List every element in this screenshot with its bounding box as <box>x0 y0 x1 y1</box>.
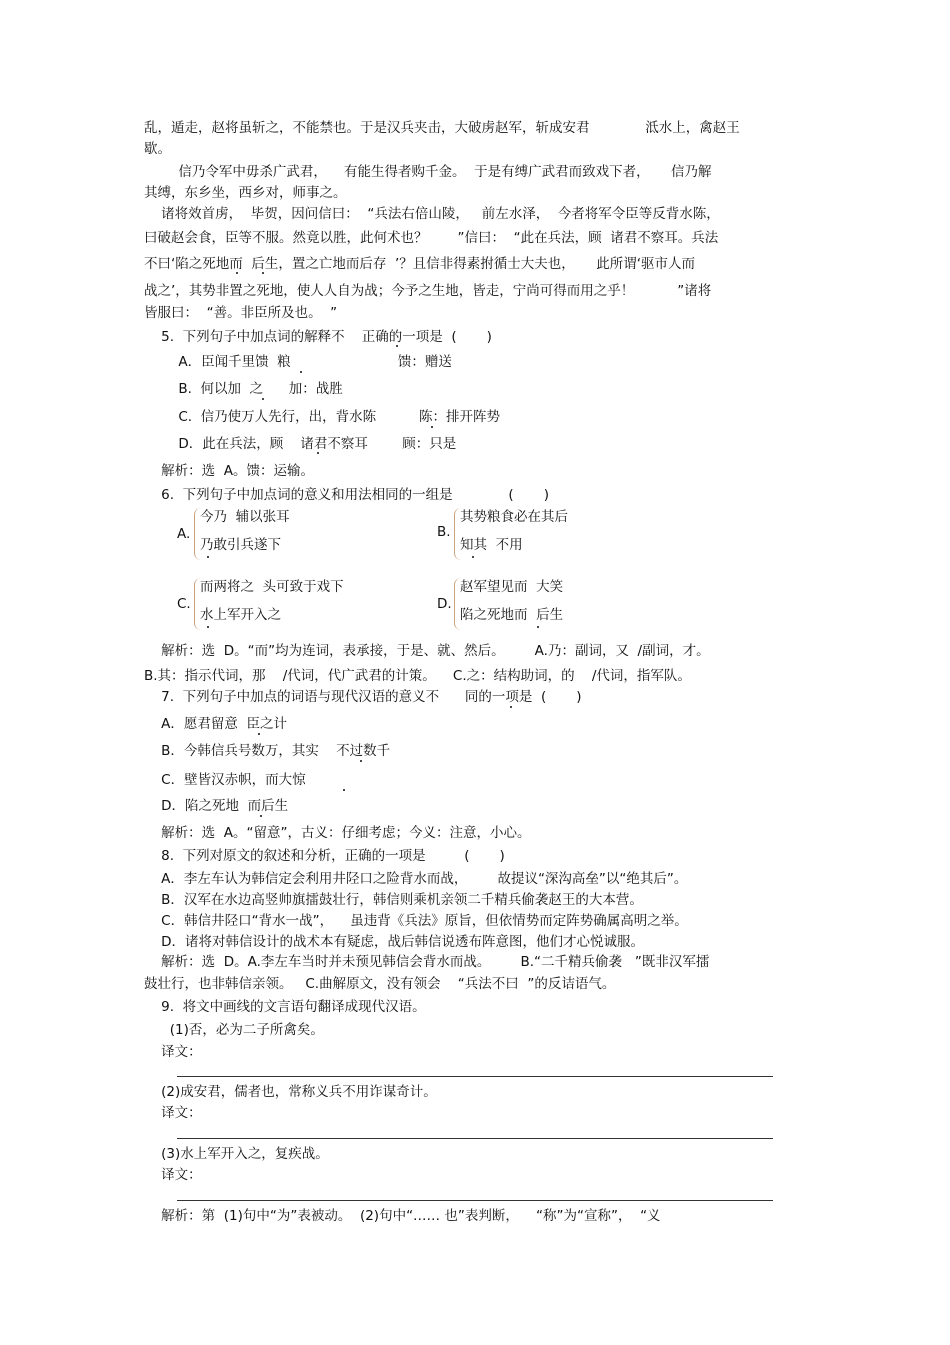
answer-blank <box>177 1138 773 1139</box>
emphasis-dot <box>300 371 302 373</box>
translation-label: 译文： <box>144 1105 202 1121</box>
q5-option-d: D．此在兵法，顾 诸君不察耳 顾：只是 <box>144 436 457 452</box>
emphasis-dot <box>262 272 264 274</box>
text-line: 其缚，东乡坐，西乡对，师事之。 <box>144 185 347 201</box>
q6-analysis: 解析：选 D。“而”均为连词，表承接，于是、就、然后。 A.乃：副词，又 /副词，才。 <box>144 643 710 659</box>
emphasis-dot <box>262 398 264 400</box>
text-line: 诸将效首虏， 毕贺，因问信曰： “兵法右倍山陵， 前左水泽， 今者将军令臣等反背水陈， <box>144 206 720 222</box>
q6-option-label: D. <box>437 596 452 612</box>
emphasis-dot <box>360 760 362 762</box>
q9-item-2: (2)成安君，儒者也，常称义兵不用诈谋奇计。 <box>144 1084 437 1100</box>
q6-option-second: 陷之死地而 后生 <box>460 607 564 623</box>
text-line: 不曰‘陷之死地而 后生，置之亡地而后存 ’？且信非得素拊循士大夫也， 此所谓‘驱市人而 <box>144 256 695 272</box>
q6-option-label: A. <box>177 526 191 542</box>
q6-option-label: C. <box>177 596 191 612</box>
emphasis-dot <box>207 626 209 628</box>
emphasis-dot <box>396 345 398 347</box>
q7-analysis: 解析：选 A。“留意”，古义：仔细考虑；今义：注意，小心。 <box>144 825 531 841</box>
q6-option-label: B. <box>437 524 451 540</box>
emphasis-dot <box>260 815 262 817</box>
q6-option-first: 其势粮食必在其后 <box>460 509 568 525</box>
q6-option-first: 今乃 辅以张耳 <box>200 509 290 525</box>
text-line: 曰破赵会食，臣等不服。然竟以胜，此何术也？ ”信曰： “此在兵法，顾 诸君不察耳。兵法 <box>144 230 719 246</box>
q6-analysis: B.其：指示代词，那 /代词，代广武君的计策。 C.之：结构助词，的 /代词，指军队。 <box>144 668 691 684</box>
q8-analysis: 解析：选 D。A.李左车当时并未预见韩信会背水而战。 B.“二千精兵偷袭 ”既非汉军擂 <box>144 954 710 970</box>
translation-label: 译文： <box>144 1044 202 1060</box>
q9-item-1: (1)否，必为二子所禽矣。 <box>144 1022 324 1038</box>
emphasis-dot <box>537 626 539 628</box>
text-line: 战之’，其势非置之死地，使人人自为战；今予之生地，皆走，宁尚可得而用之乎！ ”诸将 <box>144 283 712 299</box>
question-6: 6. 下列句子中加点词的意义和用法相同的一组是 ( ) <box>144 487 549 503</box>
q6-option-second: 知其 不用 <box>460 537 523 553</box>
translation-label: 译文： <box>144 1167 202 1183</box>
q8-option-c: C．韩信井陉口“背水一战”， 虽违背《兵法》原旨，但依情势而定阵势确属高明之举。 <box>144 913 688 929</box>
q8-analysis: 鼓壮行，也非韩信亲领。 C.曲解原文，没有领会 “兵法不曰 ”的反诘语气。 <box>144 976 616 992</box>
text-line: 歇。 <box>144 141 171 157</box>
emphasis-dot <box>510 706 512 708</box>
emphasis-dot <box>472 556 474 558</box>
q5-option-a: A．臣闻千里馈 粮 馈：赠送 <box>144 354 452 370</box>
q8-option-d: D．诸将对韩信设计的战术本有疑虑，战后韩信说透布阵意图，他们才心悦诚服。 <box>144 934 645 950</box>
emphasis-dot <box>317 452 319 454</box>
q7-option-a: A．愿君留意 臣之计 <box>144 716 287 732</box>
q7-option-c: C．壁皆汉赤帜，而大惊 <box>144 772 306 788</box>
emphasis-dot <box>236 272 238 274</box>
q5-option-b: B. 何以加 之 加：战胜 <box>144 381 343 397</box>
q6-option-second: 水上军开入之 <box>200 607 281 623</box>
answer-blank <box>177 1076 773 1077</box>
q9-item-3: (3)水上军开入之，复疾战。 <box>144 1146 329 1162</box>
text-line: 信乃令军中毋杀广武君， 有能生得者购千金。 于是有缚广武君而致戏下者， 信乃解 <box>144 164 712 180</box>
q8-option-b: B．汉军在水边高竖帅旗擂鼓壮行，韩信则乘机亲领二千精兵偷袭赵王的大本营。 <box>144 892 643 908</box>
emphasis-dot <box>431 426 433 428</box>
q8-option-a: A．李左车认为韩信定会利用井陉口之险背水而战， 故提议“深沟高垒”以“绝其后”。 <box>144 871 688 887</box>
emphasis-dot <box>207 556 209 558</box>
q7-option-d: D．陷之死地 而后生 <box>144 798 289 814</box>
question-5: 5. 下列句子中加点词的解释不 正确的一项是 ( ) <box>144 329 492 345</box>
q6-option-first: 而两将之 头可致于戏下 <box>200 579 344 595</box>
q7-option-b: B．今韩信兵号数万，其实 不过数千 <box>144 743 391 759</box>
q5-option-c: C. 信乃使万人先行，出，背水陈 陈：排开阵势 <box>144 409 501 425</box>
answer-blank <box>177 1200 773 1201</box>
question-8: 8. 下列对原文的叙述和分析，正确的一项是 ( ) <box>144 848 505 864</box>
q6-option-second: 乃敢引兵遂下 <box>200 537 281 553</box>
emphasis-dot <box>343 789 345 791</box>
emphasis-dot <box>258 733 260 735</box>
question-7: 7. 下列句子中加点的词语与现代汉语的意义不 同的一项是 ( ) <box>144 689 582 705</box>
text-line: 皆服曰： “善。非臣所及也。 ” <box>144 305 338 321</box>
q6-option-first: 赵军望见而 大笑 <box>460 579 564 595</box>
text-line: 乱，遁走，赵将虽斩之，不能禁也。于是汉兵夹击，大破虏赵军，斩成安君 泜水上，禽赵王 <box>144 120 740 136</box>
q5-analysis: 解析：选 A。馈：运输。 <box>144 463 314 479</box>
question-9: 9. 将文中画线的文言语句翻译成现代汉语。 <box>144 999 426 1015</box>
q9-analysis: 解析：第 (1)句中“为”表被动。 (2)句中“…… 也”表判断， “称”为“宣称”， “义 <box>144 1208 661 1224</box>
